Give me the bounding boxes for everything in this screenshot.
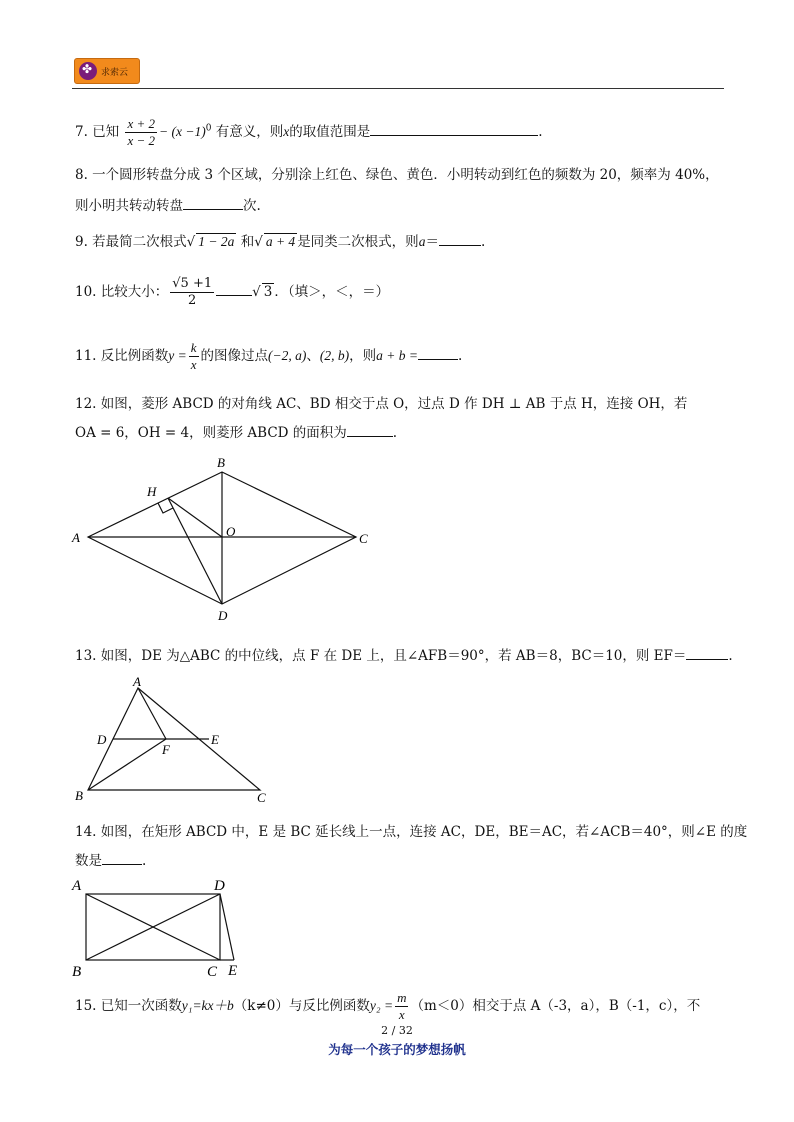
answer-blank[interactable] <box>102 850 142 865</box>
rhombus-figure <box>60 452 380 622</box>
label-C: C <box>359 531 368 546</box>
answer-blank[interactable] <box>439 231 481 246</box>
label-A: A <box>72 530 80 545</box>
label-H: H <box>147 484 157 499</box>
page-number: 2 / 32 <box>381 1024 413 1037</box>
label-B: B <box>72 964 82 980</box>
label-A: A <box>72 878 82 894</box>
rectangle-figure <box>70 872 250 982</box>
label-B: B <box>75 788 83 803</box>
label-D: D <box>97 732 107 747</box>
question-8: 8. 一个圆形转盘分成 3 个区域，分别涂上红色、绿色、黄色．小明转动到红色的频数为 20，频率为 40%， 则小明共转动转盘 次. <box>75 167 719 214</box>
sqrt-symbol: √ <box>186 234 196 250</box>
label-E: E <box>228 963 238 979</box>
answer-blank[interactable] <box>418 345 458 360</box>
logo-flower-icon <box>79 62 97 80</box>
label-D: D <box>214 878 225 894</box>
question-12: 12. 如图，菱形 ABCD 的对角线 AC、BD 相交于点 O，过点 D 作 DH ⊥ AB 于点 H，连接 OH，若 OA = 6，OH = 4，则菱形 ABCD 的面积为 . <box>75 396 688 441</box>
question-10: 10. 比较大小： $\frac{√5 +1}{2}$ √ 3 ．（填＞，＜，＝） <box>75 276 390 308</box>
label-C: C <box>257 790 266 805</box>
question-9: 9. 若最简二次根式√ 1 − 2a 和√ a + 4 是同类二次根式，则a＝ . <box>75 231 485 252</box>
answer-blank[interactable] <box>183 195 243 210</box>
question-13: 13. 如图，DE 为△ABC 的中位线，点 F 在 DE 上，且∠AFB＝90°，若 AB＝8，BC＝10，则 EF＝ . <box>75 645 733 666</box>
answer-blank[interactable] <box>686 645 728 660</box>
logo-text: 求索云 <box>101 67 129 78</box>
question-7: 7. 已知 $\frac{x + 2}{x - 2}$ − $(x -1)^0$ 有意义，则x的取值范围是 . <box>75 116 543 148</box>
fraction: $\frac{x + 2}{x - 2}$ <box>127 116 156 148</box>
label-D: D <box>218 608 228 622</box>
answer-blank[interactable] <box>370 121 538 136</box>
answer-blank[interactable] <box>216 281 252 296</box>
question-15: 15. 已知一次函数y₁=kx＋b（k≠0）与反比例函数y₂ = $\frac{m}{x}$ （m＜0）相交于点 A（-3，a），B（-1，c），不 <box>75 990 701 1022</box>
brand-logo <box>74 58 140 84</box>
page-header <box>72 56 724 89</box>
footer-slogan: 为每一个孩子的梦想扬帆 <box>328 1042 466 1057</box>
label-E: E <box>211 732 219 747</box>
triangle-figure <box>70 672 280 808</box>
answer-blank[interactable] <box>347 422 393 437</box>
label-B: B <box>217 455 225 470</box>
label-O: O <box>226 524 236 539</box>
question-14: 14. 如图，在矩形 ABCD 中，E 是 BC 延长线上一点，连接 AC，DE，BE＝AC，若∠ACB＝40°，则∠E 的度 数是 . <box>75 824 748 869</box>
label-C: C <box>207 964 218 980</box>
label-A: A <box>133 674 141 689</box>
label-F: F <box>162 742 170 757</box>
question-11: 11. 反比例函数y = $\frac{k}{x}$ 的图像过点(−2, a)、(2, b)，则a + b = . <box>75 340 463 372</box>
